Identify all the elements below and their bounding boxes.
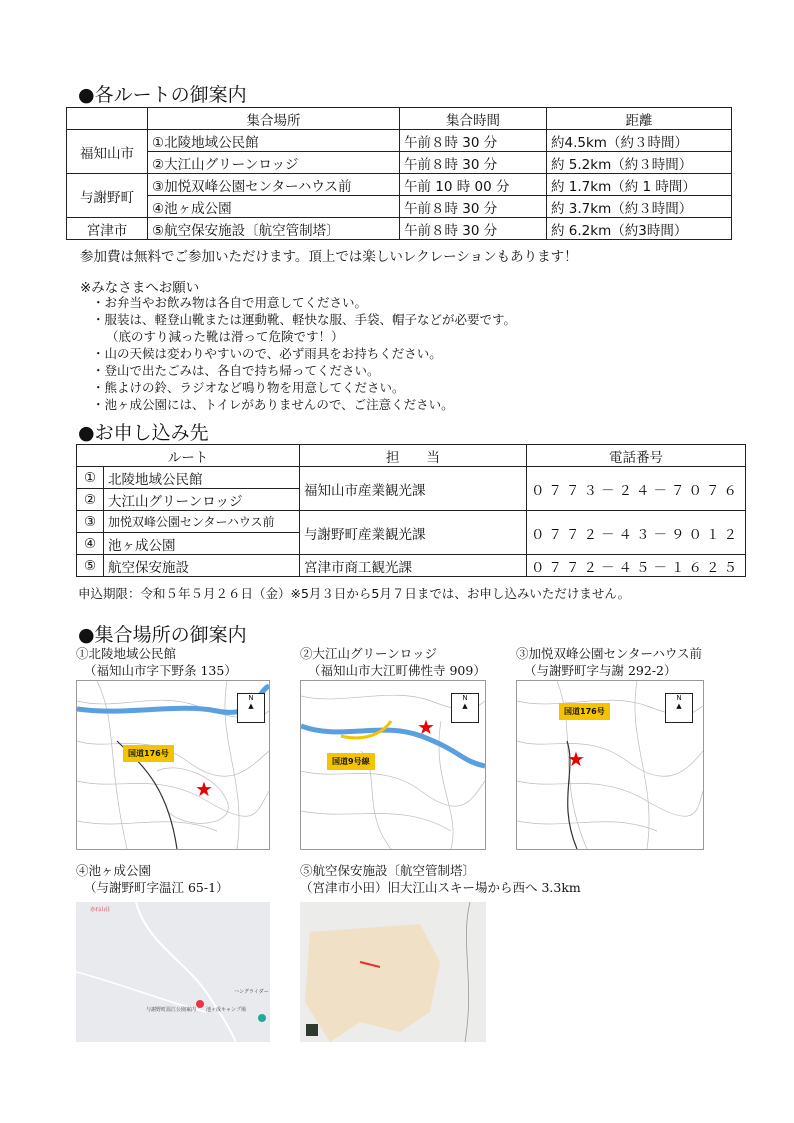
routes-heading: ●各ルートの御案内 xyxy=(78,84,247,106)
place-cell: ②大江山グリーンロッジ xyxy=(148,152,400,174)
maps-heading: ●集合場所の御案内 xyxy=(78,624,247,646)
map4-label: ハングライダー xyxy=(234,989,269,995)
request-item: ・山の天候は変わりやすいので、必ず雨具をお持ちください。 xyxy=(92,346,442,361)
route-num: ③ xyxy=(77,511,104,533)
request-item: ・お弁当やお飲み物は各自で用意してください。 xyxy=(92,295,368,310)
map1-address: （福知山市字下野条 135） xyxy=(84,663,237,678)
header-route: ルート xyxy=(77,445,300,467)
map3-title: ③加悦双峰公園センターハウス前 xyxy=(516,646,703,661)
header-distance: 距離 xyxy=(547,108,732,130)
phone-cell: ０７７２－４３－９０１２ xyxy=(527,511,746,555)
compass-icon: N ▲ xyxy=(237,693,265,723)
requests-list xyxy=(92,294,516,413)
route-name: 池ヶ成公園 xyxy=(104,533,300,555)
table-row xyxy=(67,218,732,240)
map2-image xyxy=(300,680,486,850)
map5-address: （宮津市小田）旧大江山スキー場から西へ 3.3km xyxy=(300,880,581,895)
distance-cell: 約4.5km（約３時間） xyxy=(547,130,732,152)
table-row xyxy=(77,467,746,489)
routes-table xyxy=(66,107,732,240)
dept-cell: 福知山市産業観光課 xyxy=(300,467,527,511)
map1-title: ①北陵地域公民館 xyxy=(76,646,177,661)
request-item: ・登山で出たごみは、各自で持ち帰ってください。 xyxy=(92,363,380,378)
table-row xyxy=(77,555,746,577)
route-num: ① xyxy=(77,467,104,489)
distance-cell: 約 1.7km（約 1 時間） xyxy=(547,174,732,196)
place-cell: ③加悦双峰公園センターハウス前 xyxy=(148,174,400,196)
place-cell: ⑤航空保安施設〔航空管制塔〕 xyxy=(148,218,400,240)
pin-icon xyxy=(258,1014,266,1022)
map5-title: ⑤航空保安施設〔航空管制塔〕 xyxy=(300,863,476,878)
area-cell: 与謝野町 xyxy=(67,174,148,218)
route-num: ② xyxy=(77,489,104,511)
dept-cell: 宮津市商工観光課 xyxy=(300,555,527,577)
route-num: ⑤ xyxy=(77,555,104,577)
dept-cell: 与謝野町産業観光課 xyxy=(300,511,527,555)
header-phone: 電話番号 xyxy=(527,445,746,467)
star-marker-icon: ★ xyxy=(195,777,213,801)
route-num: ④ xyxy=(77,533,104,555)
map1-image xyxy=(76,680,270,850)
star-marker-icon: ★ xyxy=(567,747,585,771)
header-area xyxy=(67,108,148,130)
route-name: 航空保安施設 xyxy=(104,555,300,577)
request-item: ・池ヶ成公園には、トイレがありませんので、ご注意ください。 xyxy=(92,397,454,412)
table-row xyxy=(67,174,732,196)
phone-cell: ０７７２－４５－１６２５ xyxy=(527,555,746,577)
layer-thumb-icon xyxy=(306,1024,318,1036)
request-item: ・服装は、軽登山靴または運動靴、軽快な服、手袋、帽子などが必要です。 xyxy=(92,312,517,327)
apply-table xyxy=(76,444,746,577)
compass-icon: N ▲ xyxy=(665,693,693,723)
header-place: 集合場所 xyxy=(148,108,400,130)
distance-cell: 約 6.2km（約3時間） xyxy=(547,218,732,240)
apply-heading: ●お申し込み先 xyxy=(78,422,209,444)
map4-roads xyxy=(76,902,270,1042)
phone-cell: ０７７３－２４－７０７６ xyxy=(527,467,746,511)
place-cell: ①北陵地域公民館 xyxy=(148,130,400,152)
time-cell: 午前８時 30 分 xyxy=(400,196,547,218)
request-item: ・熊よけの鈴、ラジオなど鳴り物を用意してください。 xyxy=(92,380,405,395)
time-cell: 午前 10 時 00 分 xyxy=(400,174,547,196)
map3-caption xyxy=(516,645,702,679)
pin-icon xyxy=(196,1000,204,1008)
map4-image xyxy=(76,902,270,1042)
distance-cell: 約 5.2km（約３時間） xyxy=(547,152,732,174)
table-row xyxy=(67,152,732,174)
header-time: 集合時間 xyxy=(400,108,547,130)
map4-label: 与謝野町温江公園案内 xyxy=(146,1007,197,1013)
route-name: 北陵地域公民館 xyxy=(104,467,300,489)
map3-road-label: 国道176号 xyxy=(559,703,610,720)
area-cell: 宮津市 xyxy=(67,218,148,240)
map3-address: （与謝野町字与謝 292-2） xyxy=(524,663,677,678)
table-header-row xyxy=(77,445,746,467)
requests-title: ※みなさまへお願い xyxy=(80,280,200,296)
map5-image xyxy=(300,902,486,1042)
map4-title: ④池ヶ成公園 xyxy=(76,863,152,878)
map3-image xyxy=(516,680,704,850)
map1-road-label: 国道176号 xyxy=(123,745,174,762)
route-name: 大江山グリーンロッジ xyxy=(104,489,300,511)
place-cell: ④池ヶ成公園 xyxy=(148,196,400,218)
time-cell: 午前８時 30 分 xyxy=(400,152,547,174)
distance-cell: 約 3.7km（約３時間） xyxy=(547,196,732,218)
request-item: （底のすり減った靴は滑って危険です！） xyxy=(106,329,344,344)
table-header-row xyxy=(67,108,732,130)
map2-road-label: 国道9号線 xyxy=(327,753,375,770)
apply-deadline: 申込期限：令和５年５月２６日（金）※5月３日から5月７日までは、お申し込みいただけません。 xyxy=(78,586,631,601)
map4-label: 池ヶ成キャンプ場 xyxy=(206,1007,247,1013)
table-row xyxy=(77,511,746,533)
map2-address: （福知山市大江町佛性寺 909） xyxy=(308,663,486,678)
header-dept: 担 当 xyxy=(300,445,527,467)
map5-terrain xyxy=(300,902,486,1042)
area-cell: 福知山市 xyxy=(67,130,148,174)
map4-address: （与謝野町字温江 65-1） xyxy=(84,880,229,895)
compass-icon: N ▲ xyxy=(451,693,479,723)
time-cell: 午前８時 30 分 xyxy=(400,218,547,240)
table-row xyxy=(67,130,732,152)
map5-caption xyxy=(300,862,581,896)
map2-title: ②大江山グリーンロッジ xyxy=(300,646,438,661)
map1-caption xyxy=(76,645,237,679)
star-marker-icon: ★ xyxy=(417,715,435,739)
table-row xyxy=(67,196,732,218)
map4-caption xyxy=(76,862,229,896)
route-name: 加悦双峰公園センターハウス前 xyxy=(104,511,300,533)
map4-label: 赤石山荘 xyxy=(90,907,111,913)
fee-note: 参加費は無料でご参加いただけます。頂上では楽しいレクレーションもあります！ xyxy=(80,249,578,265)
time-cell: 午前８時 30 分 xyxy=(400,130,547,152)
map2-caption xyxy=(300,645,486,679)
